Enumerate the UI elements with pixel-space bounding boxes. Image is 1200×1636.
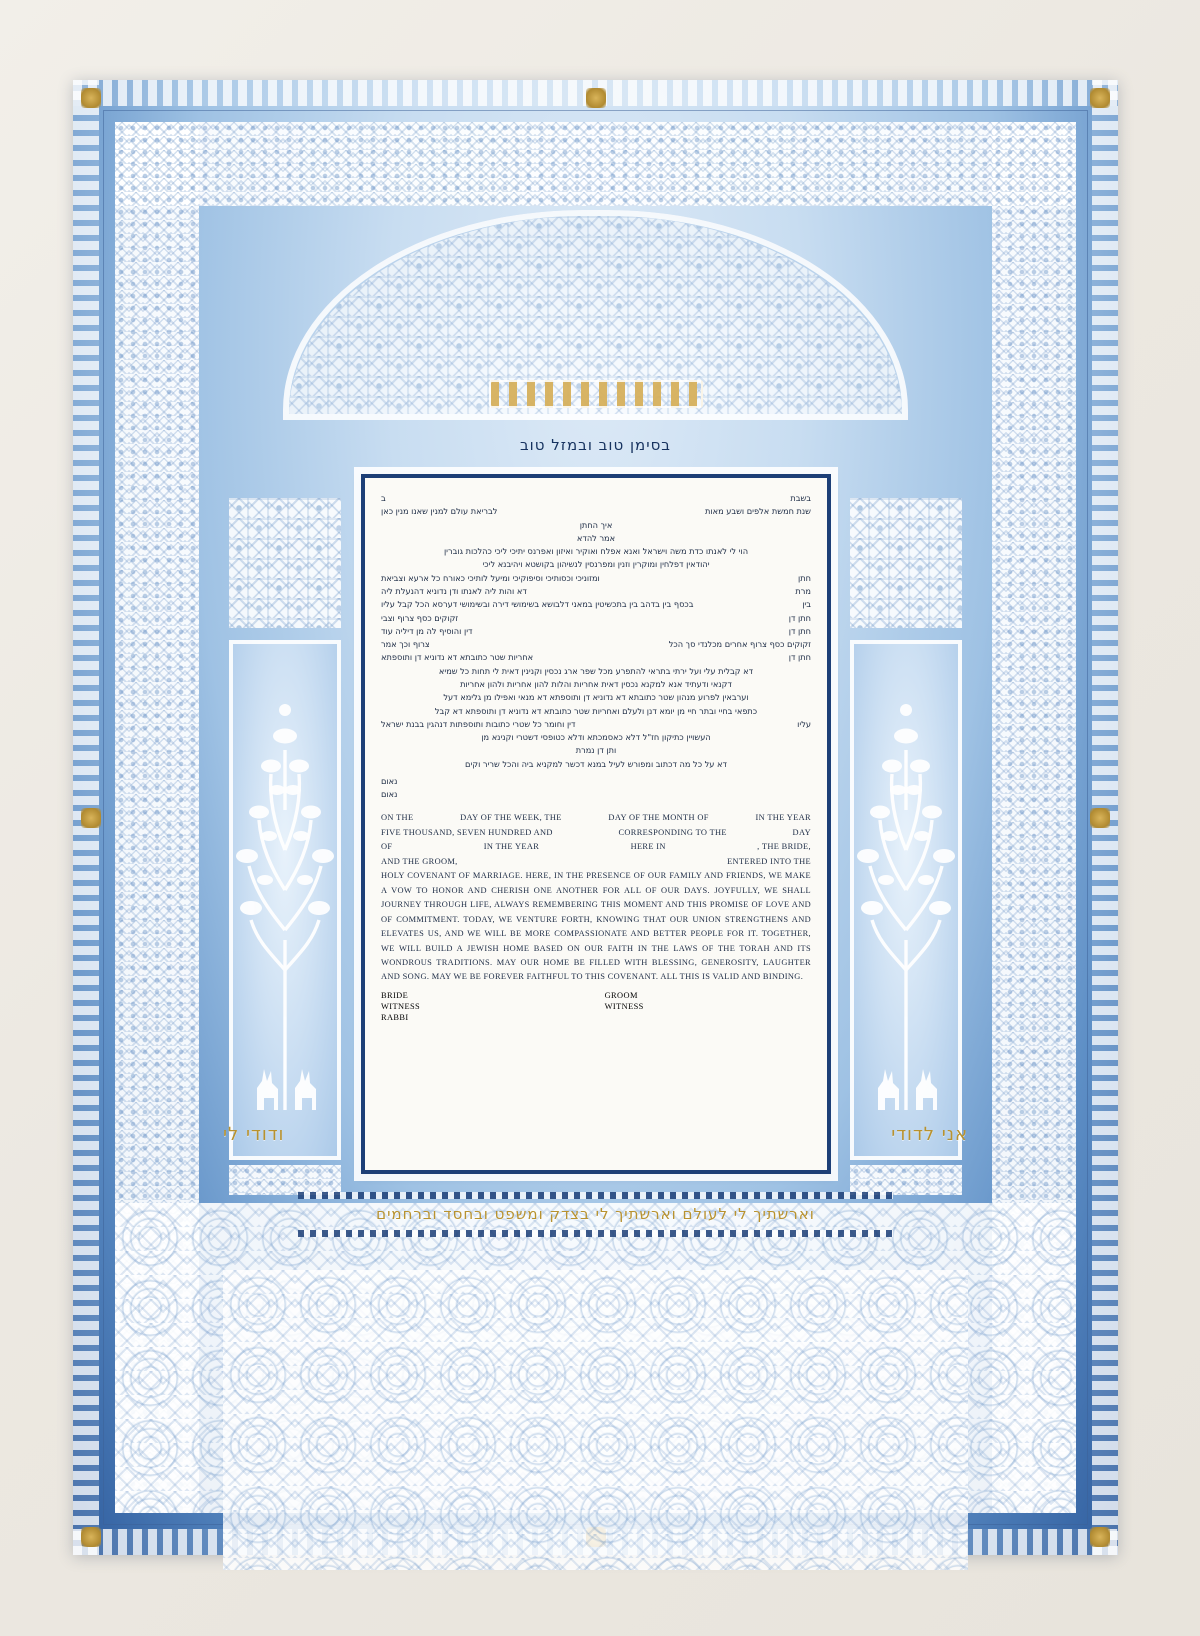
signature-row-2 [381,1002,811,1011]
lace-square-top-left [229,498,341,628]
english-fill-label: FIVE THOUSAND, SEVEN HUNDRED AND [381,827,553,837]
hebrew-body-line: עליו [797,718,811,729]
ketubah-artwork [73,80,1118,1555]
hebrew-body-line: וערבאין לפרוע מנהון שטר כתובתא דא נדוניא דן ותוספתא דא מנאי ואפילו מן גלימא דעל [443,692,749,703]
rabbi-signature-label[interactable]: RABBI [381,1012,409,1022]
bride-signature-label[interactable]: BRIDE [381,990,409,1000]
gold-edge-accent [1090,808,1110,828]
english-vow-paragraph: HOLY COVENANT OF MARRIAGE. HERE, IN THE PRESENCE OF OUR FAMILY AND FRIENDS, WE MAKE A VOW TO HONOR AND CHERISH ONE ANOTHER FOR ALL OF OUR DAYS. JOYFULLY, WE SHALL JOURNEY THROUGH LIFE, ALWAYS REMEMBERING THIS MOMENT AND THIS PROMISE OF LOVE AND OF COMMITMENT. TODAY, WE VENTURE FORTH, KNOWING THAT OUR UNION STRENGTHENS AND ELEVATES US, AND WE WILL BE MORE COMPASSIONATE AND BETTER PEOPLE FOR IT. TOGETHER, WE WILL BUILD A JEWISH HOME BASED ON OUR FAITH IN THE LAWS OF THE TORAH AND ITS WONDROUS TRADITIONS. MAY OUR HOME BE FILLED WITH BLESSING, GENEROSITY, LAUGHTER AND SONG. MAY WE BE FOREVER FAITHFUL TO THIS COVENANT. ALL THIS IS VALID AND BINDING. [381,871,811,982]
hebrew-body-row [381,585,811,598]
english-fill-row-2 [381,826,811,840]
lace-strip-bottom-left [229,1165,341,1195]
verse-rule-top [298,1192,893,1199]
english-text-block [381,811,811,984]
english-fill-label: DAY OF THE WEEK, THE [460,813,562,823]
hebrew-body-line: כתפאי בחיי ובתר חיי מן יומא דנן ולעלם ואחריות שטר כתובתא דא נדוניא דן ותוספתא דא קבל [434,705,758,716]
hebrew-text-block [381,492,811,801]
top-blessing-text: בסימן טוב ובמזל טוב [520,436,671,454]
gold-edge-accent [586,88,606,108]
tree-illustration [229,640,341,1160]
english-fill-label: ENTERED INTO THE [727,856,811,866]
hebrew-blank-label: חתן [798,572,811,583]
witness-2-signature-label[interactable]: WITNESS [604,1001,644,1011]
english-fill-label: DAY [792,827,811,837]
english-fill-row-4 [381,855,811,869]
groom-signature-label[interactable]: GROOM [604,990,638,1000]
witness-1-signature-label[interactable]: WITNESS [381,1001,421,1011]
hebrew-body-line: בכסף בין בדהב בין בתכשיטין במאני דלבושא בשימושי דירה ובשימושי דערסא הכל קבל עליו [381,599,694,610]
gold-phrase-right: אני לדודי [891,1124,968,1145]
hebrew-blank-label: חתן דן [788,625,811,636]
hebrew-groom-line: איך החתן [579,519,613,530]
lower-lace-medallion-field [223,1270,968,1570]
english-fill-label: ON THE [381,813,414,823]
tree-illustration [850,640,962,1160]
gold-corner-accent [81,1527,101,1547]
hebrew-body-row [381,625,811,638]
hebrew-witness-label: נאום [381,775,398,786]
hebrew-counting-left: שנת חמשת אלפים ושבע מאות [704,506,811,517]
verse-rule-bottom [298,1230,893,1237]
english-fill-label: DAY OF THE MONTH OF [608,813,709,823]
lace-border-top [115,122,1076,206]
signature-row-1 [381,991,811,1000]
gold-corner-accent [1090,1527,1110,1547]
hebrew-blank-label: חתן דן [788,612,811,623]
lace-square-top-right [850,498,962,628]
gold-corner-accent [81,88,101,108]
english-fill-label: HERE IN [630,842,666,852]
hebrew-body-line: ותן דן נמרת [575,745,617,756]
hebrew-body-line: יהודאין דפלחין ומוקרין וזנין ומפרנסין לנשיהון בקושטא ויהיבנא ליכי [482,559,710,570]
hebrew-said-line: אמר להדא [576,532,616,543]
english-fill-label: CORRESPONDING TO THE [618,827,727,837]
hebrew-year-phrase: בשבת [790,493,811,503]
hebrew-witness-label: נאום [381,789,398,800]
hebrew-body-line: דא על כל מה דכתוב ומפורש לעיל במנא דכשר למקניא ביה והכל שריר וקים [465,758,727,769]
hebrew-body-line: העשויין כתיקון חז"ל דלא כאסמכתא ודלא כטופסי דשטרי וקנינא מן [481,732,711,743]
english-fill-label: , THE BRIDE, [757,842,811,852]
hebrew-body-row [381,612,811,625]
bottom-verse-text: וארשתיך לי לעולם וארשתיך לי בצדק ומשפט ובחסד וברחמים [376,1205,815,1223]
english-fill-row-1 [381,811,811,825]
hebrew-body-line: הוי לי לאנתו כדת משה וישראל ואנא אפלח ואוקיר ואיזון ואפרנס יתיכי ליכי כהלכות גוברין [443,546,749,557]
tree-of-life-panel-right [850,640,962,1160]
hebrew-body-line: דקנאי ודעתיד אנא למקנא נכסין דאית אחריות והלות להון אחריות ולהון אחריות [460,678,732,689]
hebrew-body-line: זקוקים כסף צרוף וצבי [381,612,459,623]
hebrew-body-row [381,651,811,664]
gold-corner-accent [1090,88,1110,108]
hebrew-counting-right: לבריאת עולם למנין שאנו מנין כאן [381,506,498,517]
hebrew-blank-label: בין [802,599,811,610]
gold-edge-accent [81,808,101,828]
signature-row-3 [381,1013,811,1022]
hebrew-body-row [381,638,811,651]
hebrew-blank-label: חתן דן [788,652,811,663]
english-fill-row-3 [381,840,811,854]
hebrew-body-line-alt: צרוף וכך אמר [381,639,430,650]
hebrew-body-line: ומזוניכי וכסותיכי וסיפוקיכי ומיעל לותיכי כאורח כל ארעא וצביאת [381,572,600,583]
hebrew-body-line: דא קבלית עלי ועל ירתי בתראי להתפרע מכל שפר ארג נכסין וקנינין דאית לי תחות כל שמיא [438,665,754,676]
hebrew-body-row [381,572,811,585]
hebrew-creation-row [381,505,811,518]
hebrew-body-line: דא והות ליה לאנתו ודן נדוניא דהנעלת ליה [381,585,527,596]
hebrew-body-line-alt: דין וחומר כל שטרי כתובות ותוספתות דנהגין בבנת ישראל [381,718,576,729]
crown-ornament [489,380,703,408]
gold-phrase-left: ודודי לי [223,1124,285,1145]
hebrew-blank-label: מרת [795,585,811,596]
hebrew-body-line: דין והוסיף לה מן דיליה עוד [381,625,473,636]
ketubah-text-panel [361,474,831,1174]
english-fill-label: IN THE YEAR [755,813,811,823]
hebrew-date-header-row [381,492,811,505]
english-fill-label: IN THE YEAR [483,842,540,852]
english-fill-label: OF [381,842,393,852]
hebrew-week-marker: ב [381,493,386,503]
hebrew-body-line: זקוקים כסף צרוף אחרים מכלנדי סך הכל [668,639,811,650]
tree-of-life-panel-left [229,640,341,1160]
hebrew-body-row [381,718,811,731]
hebrew-body-line: אחריות שטר כתובתא דא נדוניא דן ותוספתא [381,652,534,663]
hebrew-body-row [381,598,811,611]
lace-strip-bottom-right [850,1165,962,1195]
english-fill-label: AND THE GROOM, [381,856,458,866]
